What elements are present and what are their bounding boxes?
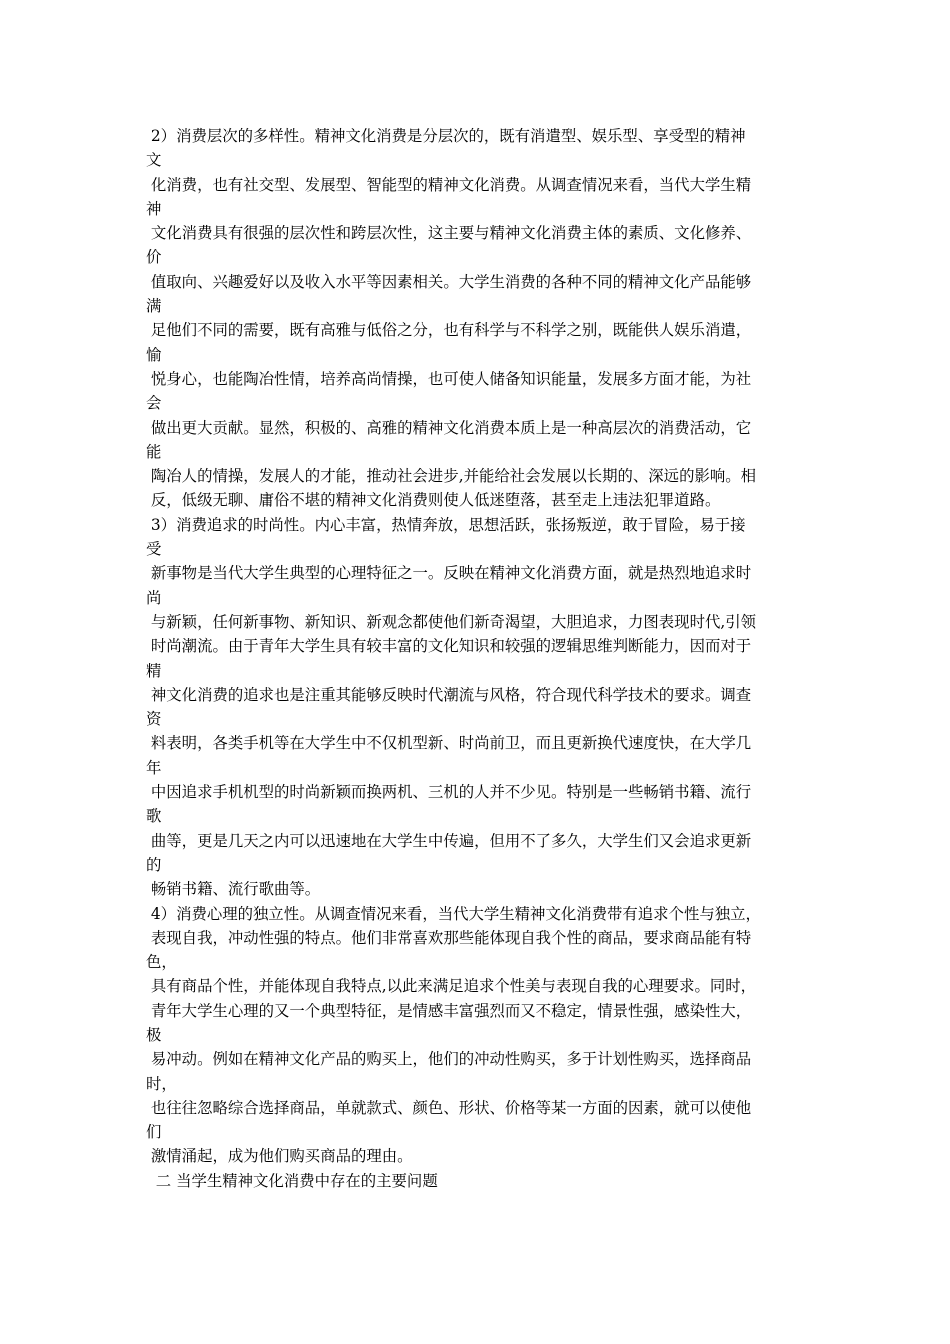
text-line: 价 (146, 248, 162, 267)
text-line: 足他们不同的需要，既有高雅与低俗之分，也有科学与不科学之别，既能供人娱乐消遣， (146, 321, 752, 340)
text-line: 精 (146, 661, 162, 680)
text-line: 激情涌起，成为他们购买商品的理由。 (146, 1147, 413, 1166)
text-line: 曲等，更是几天之内可以迅速地在大学生中传遍，但用不了多久，大学生们又会追求更新 (146, 831, 752, 850)
text-line: 色， (146, 953, 177, 972)
body-text (146, 124, 816, 1193)
text-line: 易冲动。例如在精神文化产品的购买上，他们的冲动性购买，多于计划性购买，选择商品 (146, 1050, 752, 1069)
text-line: 值取向、兴趣爱好以及收入水平等因素相关。大学生消费的各种不同的精神文化产品能够 (146, 272, 752, 291)
text-line: 歌 (146, 807, 162, 826)
text-line: 也往往忽略综合选择商品，单就款式、颜色、形状、价格等某一方面的因素，就可以使他 (146, 1098, 752, 1117)
text-line: 二 当学生精神文化消费中存在的主要问题 (146, 1171, 438, 1190)
text-line: 化消费，也有社交型、发展型、智能型的精神文化消费。从调查情况来看，当代大学生精 (146, 175, 752, 194)
text-line: 青年大学生心理的又一个典型特征，是情感丰富强烈而又不稳定，情景性强，感染性大， (146, 1001, 752, 1020)
text-line: 们 (146, 1123, 162, 1142)
text-line: 年 (146, 758, 162, 777)
text-line: 神文化消费的追求也是注重其能够反映时代潮流与风格，符合现代科学技术的要求。调查 (146, 685, 752, 704)
text-line: 陶冶人的情操，发展人的才能，推动社会进步,并能给社会发展以长期的、深远的影响。相 (146, 467, 757, 486)
text-line: 料表明，各类手机等在大学生中不仅机型新、时尚前卫，而且更新换代速度快，在大学几 (146, 734, 752, 753)
text-line: 尚 (146, 588, 162, 607)
text-line: 受 (146, 540, 162, 559)
text-line: 愉 (146, 345, 162, 364)
text-line: 资 (146, 710, 162, 729)
text-line: 具有商品个性，并能体现自我特点,以此来满足追求个性美与表现自我的心理要求。同时， (146, 977, 757, 996)
text-line: 的 (146, 855, 162, 874)
text-line: 与新颖，任何新事物、新知识、新观念都使他们新奇渴望，大胆追求，力图表现时代,引领 (146, 612, 757, 631)
text-line: 文 (146, 151, 162, 170)
text-line: 时， (146, 1074, 177, 1093)
text-line: 反，低级无聊、庸俗不堪的精神文化消费则使人低迷堕落，甚至走上违法犯罪道路。 (146, 491, 721, 510)
text-line: 极 (146, 1025, 162, 1044)
text-line: 畅销书籍、流行歌曲等。 (146, 880, 321, 899)
text-line: 神 (146, 199, 162, 218)
text-line: 悦身心，也能陶冶性情，培养高尚情操，也可使人储备知识能量，发展多方面才能，为社 (146, 369, 752, 388)
text-line: 时尚潮流。由于青年大学生具有较丰富的文化知识和较强的逻辑思维判断能力，因而对于 (146, 637, 752, 656)
text-line: 会 (146, 394, 162, 413)
text-line: 3）消费追求的时尚性。内心丰富，热情奔放，思想活跃，张扬叛逆，敢于冒险，易于接 (146, 515, 746, 534)
text-line: 4）消费心理的独立性。从调查情况来看，当代大学生精神文化消费带有追求个性与独立， (146, 904, 761, 923)
text-line: 表现自我，冲动性强的特点。他们非常喜欢那些能体现自我个性的商品，要求商品能有特 (146, 928, 752, 947)
text-line: 中因追求手机机型的时尚新颖而换两机、三机的人并不少见。特别是一些畅销书籍、流行 (146, 783, 752, 802)
text-line: 2）消费层次的多样性。精神文化消费是分层次的，既有消遣型、娱乐型、享受型的精神 (146, 127, 746, 145)
text-line: 满 (146, 297, 162, 316)
text-line: 新事物是当代大学生典型的心理特征之一。反映在精神文化消费方面，就是热烈地追求时 (146, 564, 752, 583)
text-line: 做出更大贡献。显然，积极的、高雅的精神文化消费本质上是一种高层次的消费活动，它 (146, 418, 752, 437)
text-line: 能 (146, 442, 162, 461)
text-line: 文化消费具有很强的层次性和跨层次性，这主要与精神文化消费主体的素质、文化修养、 (146, 224, 752, 243)
